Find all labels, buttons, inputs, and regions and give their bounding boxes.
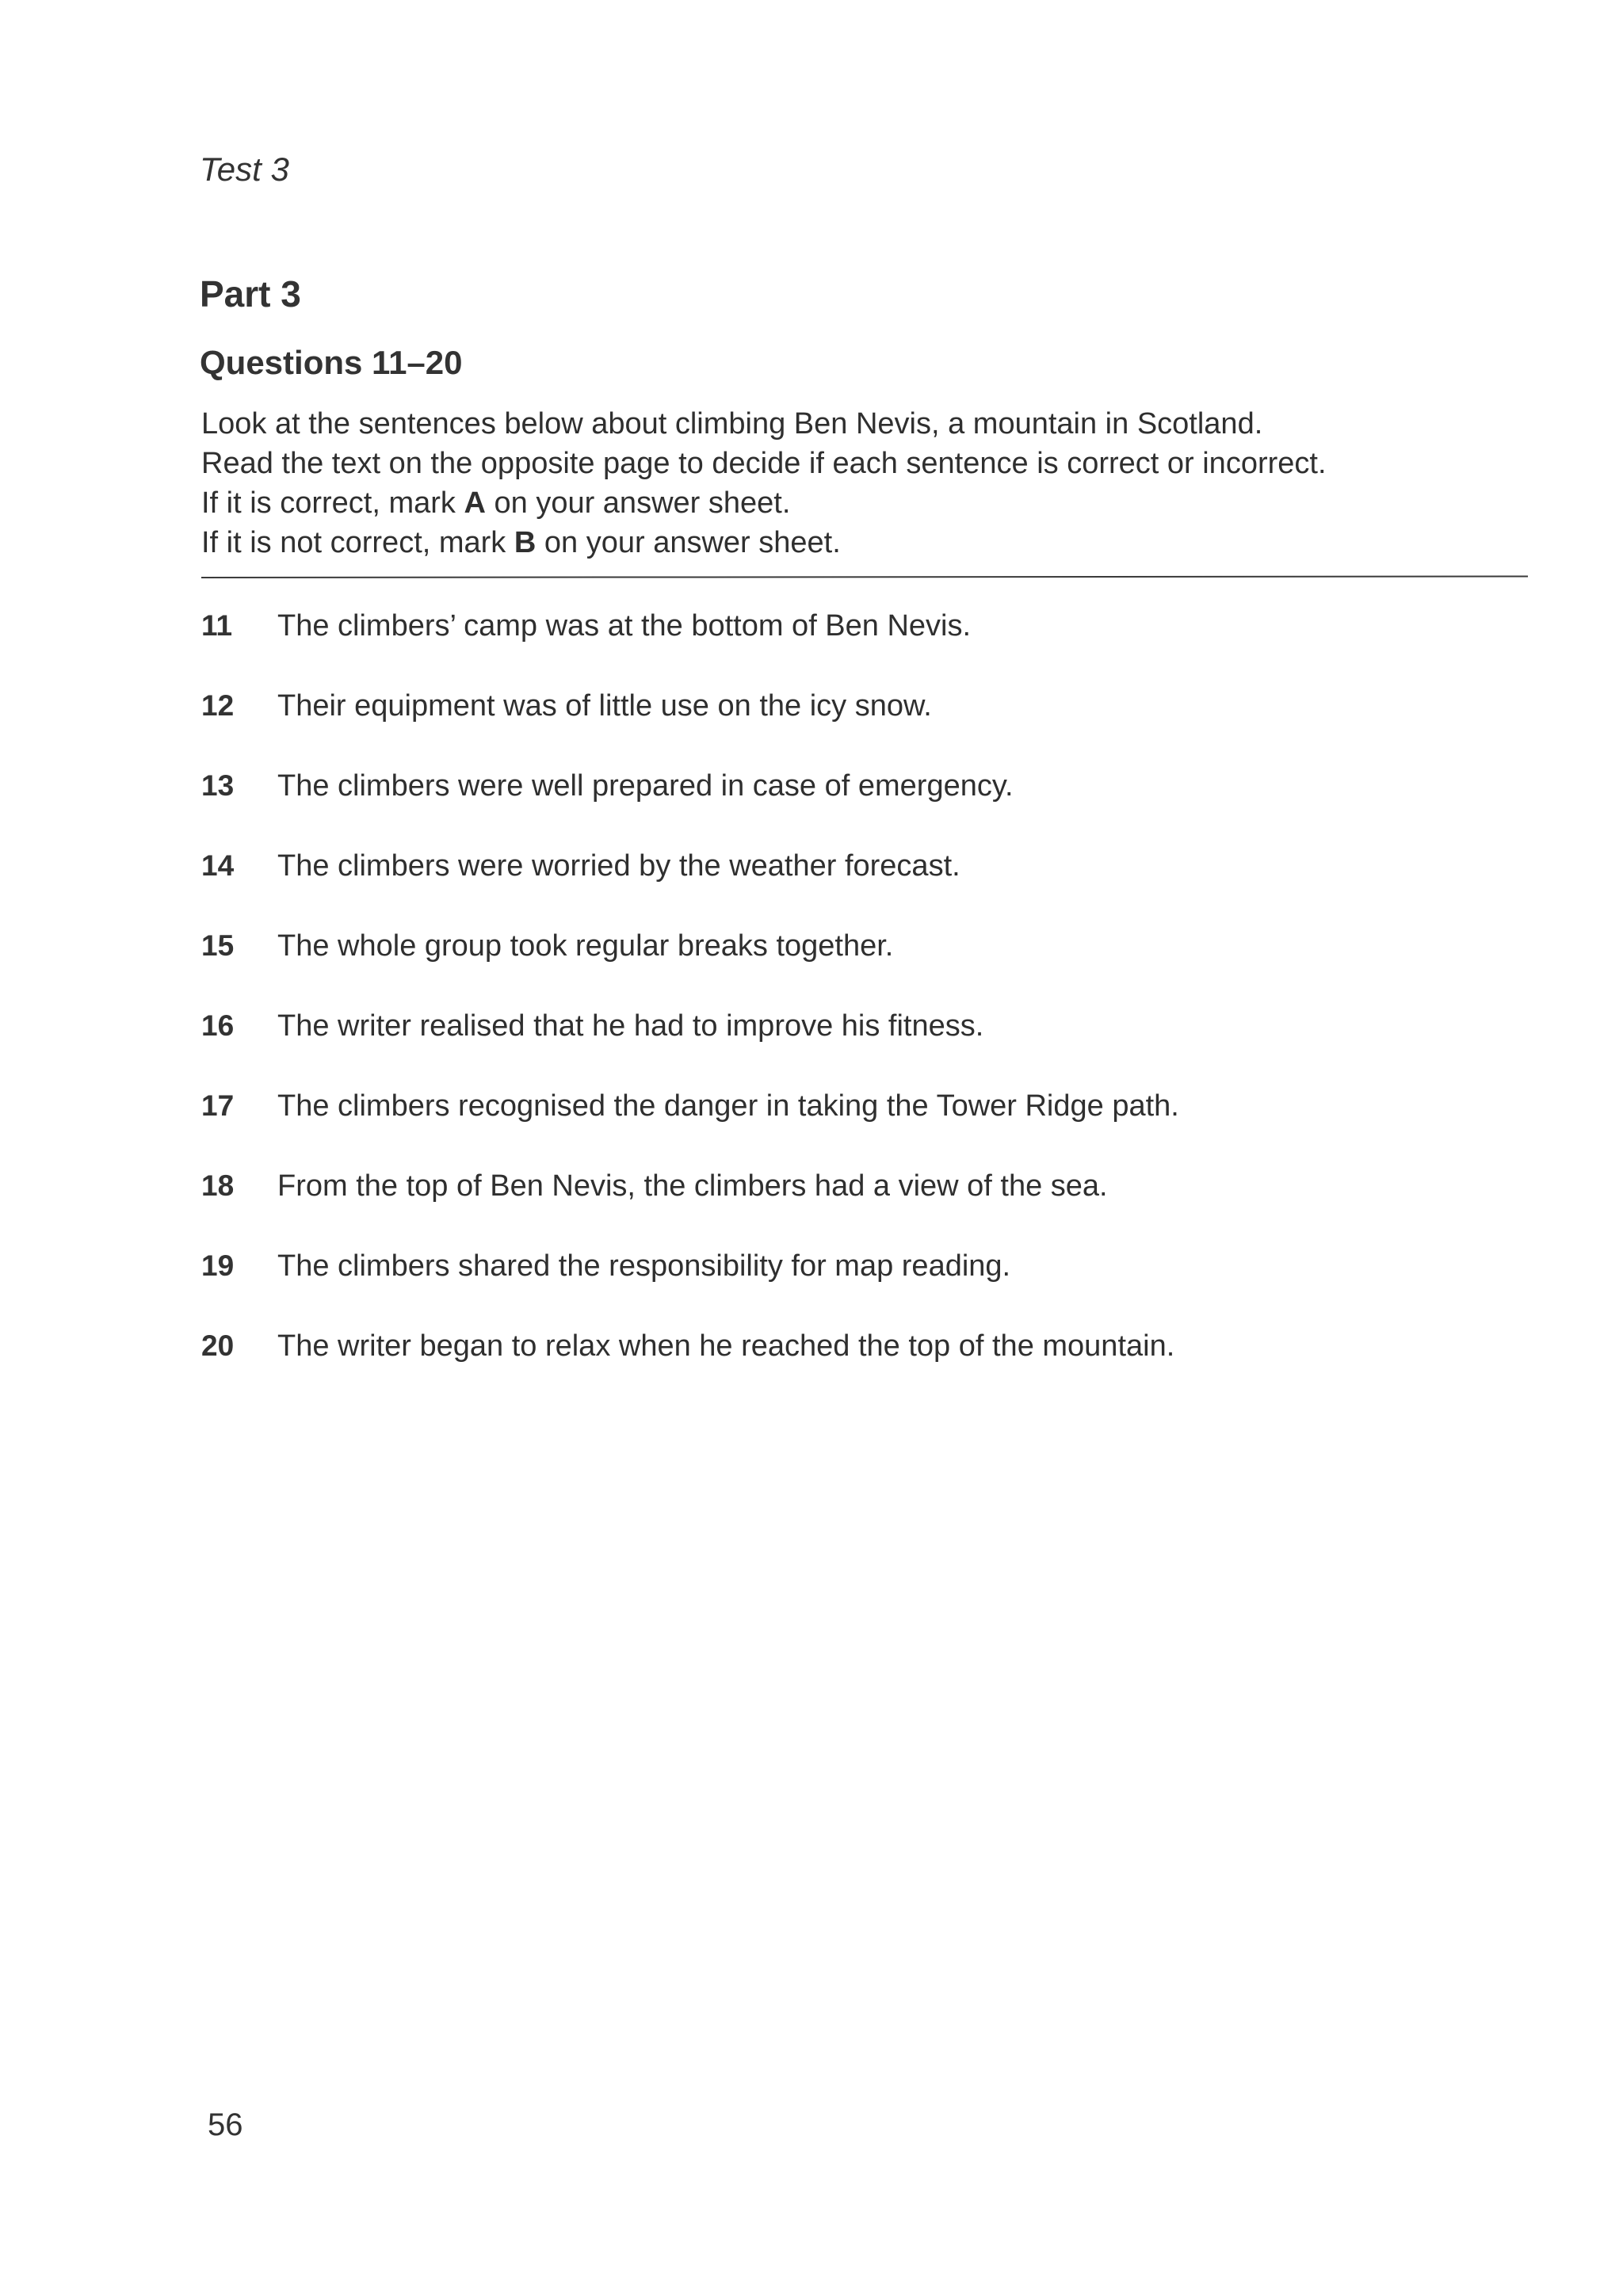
question-text: The climbers were well prepared in case of emergency. — [277, 769, 1014, 803]
question-text: The whole group took regular breaks together. — [277, 929, 894, 963]
instruction-line-4-suffix: on your answer sheet. — [536, 526, 841, 559]
question-text: The climbers were worried by the weather forecast. — [277, 849, 960, 883]
question-number: 11 — [201, 609, 233, 642]
question-number: 18 — [201, 1169, 235, 1202]
question-item — [201, 1082, 1549, 1162]
question-text: The climbers recognised the danger in taking the Tower Ridge path. — [277, 1089, 1179, 1123]
question-number: 12 — [201, 689, 235, 722]
question-number: 15 — [201, 929, 235, 962]
question-text: The climbers shared the responsibility for map reading. — [277, 1249, 1011, 1283]
instruction-line-2: Read the text on the opposite page to decide if each sentence is correct or incorrect. — [201, 447, 1327, 480]
question-item — [201, 682, 1549, 762]
question-item — [201, 1162, 1549, 1242]
question-item — [201, 1242, 1549, 1322]
question-text: The writer began to relax when he reached the top of the mountain. — [277, 1329, 1175, 1363]
answer-option-b: B — [514, 526, 537, 559]
question-number: 14 — [201, 849, 235, 882]
question-number: 16 — [201, 1009, 235, 1042]
part-title: Part 3 — [200, 273, 301, 315]
instruction-line-1: Look at the sentences below about climbing Ben Nevis, a mountain in Scotland. — [201, 407, 1263, 441]
question-text: The climbers’ camp was at the bottom of Ben Nevis. — [277, 609, 972, 643]
question-number: 19 — [201, 1249, 235, 1282]
questions-title: Questions 11–20 — [200, 344, 463, 381]
question-item — [201, 602, 1549, 682]
instructions — [201, 404, 1549, 563]
question-list — [201, 602, 1549, 1402]
answer-option-a: A — [464, 486, 486, 520]
page-number: 56 — [208, 2107, 243, 2142]
instruction-line-3 — [201, 483, 1549, 523]
question-item — [201, 842, 1549, 922]
instruction-line-4 — [201, 523, 1549, 563]
section-divider — [201, 576, 1528, 578]
question-item — [201, 1002, 1549, 1082]
question-number: 17 — [201, 1089, 235, 1122]
question-item — [201, 1322, 1549, 1402]
question-number: 13 — [201, 769, 235, 802]
instruction-line-3-prefix: If it is correct, mark — [201, 486, 464, 520]
question-text: The writer realised that he had to improve his fitness. — [277, 1009, 984, 1043]
question-text: From the top of Ben Nevis, the climbers had a view of the sea. — [277, 1169, 1108, 1203]
question-item — [201, 762, 1549, 842]
question-text: Their equipment was of little use on the icy snow. — [277, 689, 932, 723]
question-item — [201, 922, 1549, 1002]
instruction-line-4-prefix: If it is not correct, mark — [201, 526, 514, 559]
test-label: Test 3 — [200, 151, 289, 188]
instruction-line-3-suffix: on your answer sheet. — [485, 486, 791, 520]
question-number: 20 — [201, 1329, 235, 1362]
